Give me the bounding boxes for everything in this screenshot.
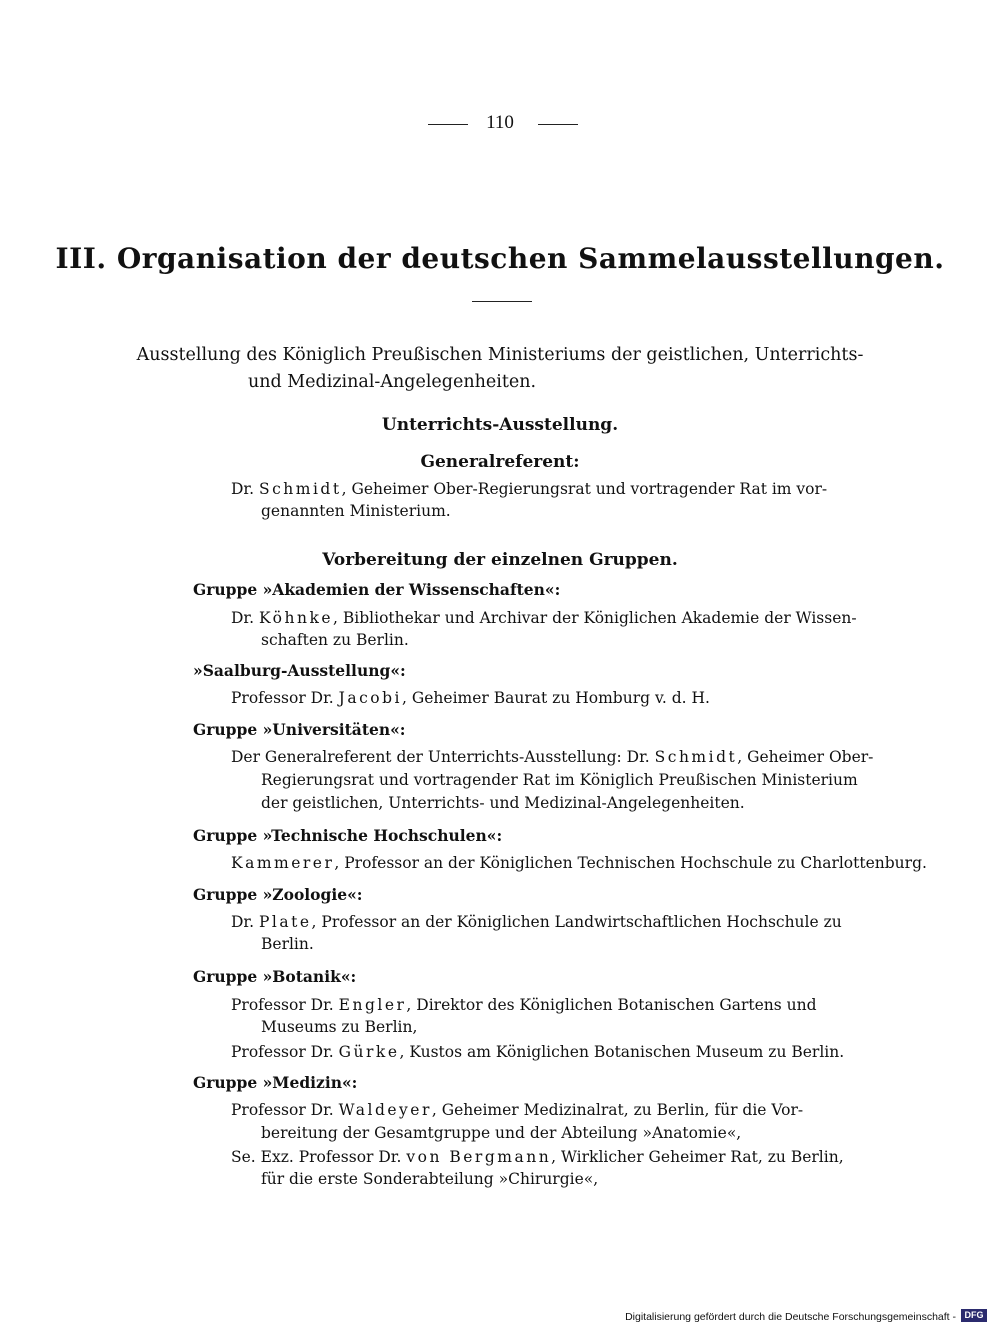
group-entry-botanik-1-cont: Museums zu Berlin, [261,1018,418,1036]
person-name: Plate [259,913,312,931]
group-entry-medizin-1-cont: bereitung der Gesamtgruppe und der Abteilung »Anatomie«, [261,1124,742,1142]
group-title-saalburg: »Saalburg-Ausstellung«: [193,661,406,680]
dfg-logo: DFG [961,1309,987,1322]
person-name: von Bergmann [406,1148,552,1166]
name-prefix: Der Generalreferent der Unterrichts-Ausstellung: Dr. [231,748,655,766]
name-prefix: Professor Dr. [231,689,339,707]
entry-text: , Professor an der Königlichen Technischen Hochschule zu Charlottenburg. [334,854,927,872]
entry-text: , Bibliothekar und Archivar der Königlichen Akademie der Wissen- [333,609,857,627]
person-name: Schmidt [654,748,738,766]
entry-text: , Geheimer Baurat zu Homburg v. d. H. [402,689,710,707]
entry-text: , Kustos am Königlichen Botanischen Museum zu Berlin. [399,1043,845,1061]
name-prefix: Professor Dr. [231,996,339,1014]
group-title-technische-hochschulen: Gruppe »Technische Hochschulen«: [193,826,503,845]
group-title-zoologie: Gruppe »Zoologie«: [193,885,363,904]
general-referent-line-1 [231,478,827,501]
group-entry-zoologie-cont: Berlin. [261,935,314,953]
ministry-heading-line-2: und Medizinal-Angelegenheiten. [247,372,537,392]
page-number: 110 [486,112,514,133]
person-name: Kammerer [231,854,335,872]
general-referent-line-2: genannten Ministerium. [261,502,451,520]
group-entry-medizin-1 [231,1099,803,1122]
person-name: Engler [338,996,407,1014]
entry-text: , Wirklicher Geheimer Rat, zu Berlin, [551,1148,844,1166]
person-name: Gürke [338,1043,400,1061]
person-name: Jacobi [338,689,403,707]
name-prefix: Professor Dr. [231,1043,339,1061]
group-entry-akademien-cont: schaften zu Berlin. [261,631,409,649]
group-entry-technische-hochschulen [231,852,927,875]
entry-text: , Professor an der Königlichen Landwirtschaftlichen Hochschule zu [311,913,842,931]
group-title-akademien: Gruppe »Akademien der Wissenschaften«: [193,580,561,599]
person-name: Waldeyer [338,1101,432,1119]
group-entry-universitaeten-cont-1: Regierungsrat und vortragender Rat im Königlich Preußischen Ministerium [261,771,858,789]
general-referent-heading: Generalreferent: [420,452,580,472]
entry-text: , Geheimer Ober-Regierungsrat und vortragender Rat im vor- [341,480,828,498]
chapter-divider [472,301,532,302]
group-title-medizin: Gruppe »Medizin«: [193,1073,358,1092]
person-name: Schmidt [259,480,342,498]
name-prefix: Dr. [231,913,259,931]
group-entry-akademien [231,607,857,630]
entry-text: , Direktor des Königlichen Botanischen Gartens und [406,996,817,1014]
name-prefix: Dr. [231,609,259,627]
digitization-footer: Digitalisierung gefördert durch die Deutsche Forschungsgemeinschaft - [625,1311,956,1323]
section-title: Unterrichts-Ausstellung. [381,415,619,435]
chapter-title: III. Organisation der deutschen Sammelausstellungen. [55,242,945,275]
group-entry-zoologie [231,911,842,934]
ministry-heading-line-1: Ausstellung des Königlich Preußischen Ministeriums der geistlichen, Unterrichts- [136,345,864,365]
group-entry-universitaeten [231,746,873,769]
name-prefix: Professor Dr. [231,1101,339,1119]
name-prefix: Dr. [231,480,259,498]
group-entry-medizin-2 [231,1146,844,1169]
entry-text: , Geheimer Medizinalrat, zu Berlin, für die Vor- [431,1101,804,1119]
group-entry-universitaeten-cont-2: der geistlichen, Unterrichts- und Medizinal-Angelegenheiten. [261,794,745,812]
group-entry-botanik-2 [231,1041,844,1064]
group-entry-saalburg [231,687,710,710]
entry-text: , Geheimer Ober- [737,748,874,766]
person-name: Köhnke [259,609,334,627]
group-entry-botanik-1 [231,994,817,1017]
group-title-universitaeten: Gruppe »Universitäten«: [193,720,406,739]
group-title-botanik: Gruppe »Botanik«: [193,967,357,986]
page-number-rule-right [538,124,578,125]
name-prefix: Se. Exz. Professor Dr. [231,1148,407,1166]
group-entry-medizin-2-cont: für die erste Sonderabteilung »Chirurgie«, [261,1170,599,1188]
preparation-heading: Vorbereitung der einzelnen Gruppen. [322,550,678,570]
